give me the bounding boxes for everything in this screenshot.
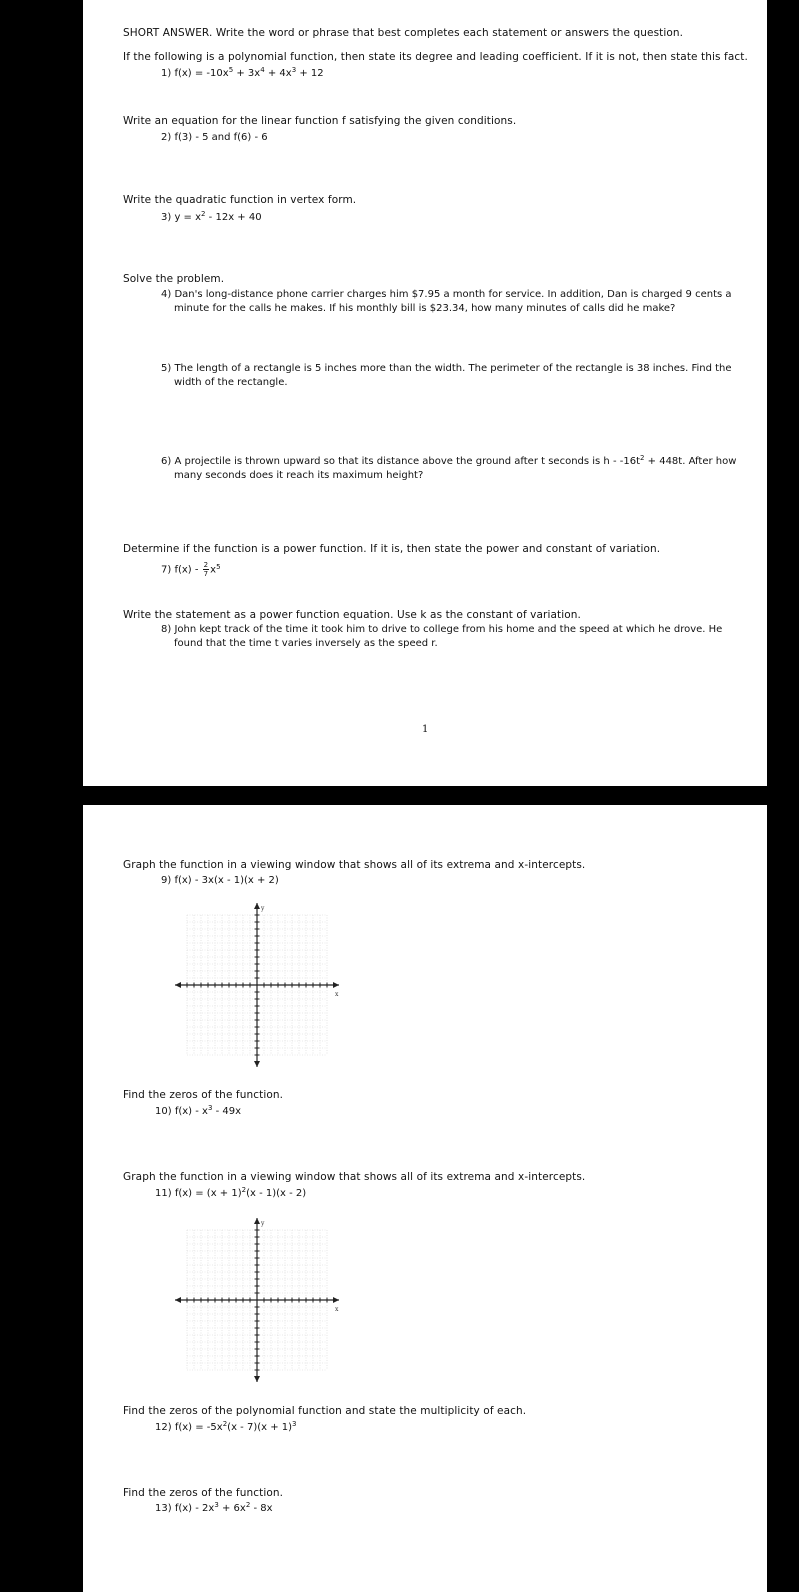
x-axis-arrow-left (175, 1297, 181, 1303)
question-6-cont: many seconds does it reach its maximum height? (174, 470, 424, 481)
question-2: 2) f(3) - 5 and f(6) - 6 (161, 132, 268, 143)
question-1: 1) $f(x) = -10x^5 + 3x^4 + 4x^3 + 12$ (161, 66, 324, 79)
question-4: 4) Dan's long-distance phone carrier charges him $7.95 a month for service. In addition, Dan is charged 9 cents a (161, 289, 732, 300)
instruction-graph-2: Graph the function in a viewing window that shows all of its extrema and x-intercepts. (123, 1171, 586, 1183)
question-10: 10) $f(x) - x^3 - 49x$ (155, 1104, 242, 1117)
y-axis-label: y (261, 905, 265, 912)
instruction-linear: Write an equation for the linear function f satisfying the given conditions. (123, 115, 517, 127)
x-axis-arrow-left (175, 982, 181, 988)
question-13: 13) $f(x) - 2x^3 + 6x^2 - 8x$ (155, 1501, 273, 1514)
question-7: 7) f(x) - $\frac{2}{7}$ $x^5$ (161, 561, 221, 578)
instruction-graph-1: Graph the function in a viewing window that shows all of its extrema and x-intercepts. (123, 859, 586, 871)
y-axis-arrow-down (254, 1061, 260, 1067)
question-9: 9) f(x) - 3x(x - 1)(x + 2) (161, 875, 279, 886)
question-11: 11) $f(x) = (x + 1)^2(x - 1)(x - 2)$ (155, 1186, 307, 1199)
x-axis-arrow-right (333, 982, 339, 988)
question-3: 3) $y = x^2 - 12x + 40$ (161, 210, 262, 223)
worksheet-page-2 (83, 805, 767, 1592)
instruction-zeros-1: Find the zeros of the function. (123, 1089, 284, 1101)
instruction-vertex-form: Write the quadratic function in vertex form. (123, 194, 357, 206)
x-axis-label: x (335, 991, 339, 998)
y-axis-label: y (261, 1220, 265, 1227)
y-axis-arrow-up (254, 903, 260, 909)
question-8-cont: found that the time t varies inversely as the speed r. (174, 638, 438, 649)
x-axis-arrow-right (333, 1297, 339, 1303)
coordinate-grid-1 (171, 900, 343, 1070)
question-12: 12) $f(x) = -5x^2(x - 7)(x + 1)^3$ (155, 1420, 297, 1433)
instruction-polynomial: If the following is a polynomial function, then state its degree and leading coefficient. If it is not, then state this fact. (123, 51, 748, 63)
instruction-power-equation: Write the statement as a power function equation. Use k as the constant of variation. (123, 609, 581, 621)
question-5-cont: width of the rectangle. (174, 377, 288, 388)
instruction-multiplicity: Find the zeros of the polynomial function and state the multiplicity of each. (123, 1405, 527, 1417)
page-number: 1 (422, 724, 429, 735)
question-6: 6) A projectile is thrown upward so that its distance above the ground after t seconds is $h - -16t^2 + 448t$. After how (161, 454, 737, 467)
instruction-power-function: Determine if the function is a power function. If it is, then state the power and constant of variation. (123, 543, 661, 555)
section-header: SHORT ANSWER. Write the word or phrase that best completes each statement or answers the question. (123, 27, 684, 39)
x-axis-label: x (335, 1306, 339, 1313)
question-8: 8) John kept track of the time it took him to drive to college from his home and the speed at which he drove. He (161, 624, 723, 635)
worksheet-page-1 (83, 0, 767, 786)
y-axis-arrow-up (254, 1218, 260, 1224)
coordinate-grid-2 (171, 1215, 343, 1385)
instruction-zeros-2: Find the zeros of the function. (123, 1487, 284, 1499)
question-4-cont: minute for the calls he makes. If his monthly bill is $23.34, how many minutes of calls did he make? (174, 303, 676, 314)
instruction-solve: Solve the problem. (123, 273, 225, 285)
y-axis-arrow-down (254, 1376, 260, 1382)
question-5: 5) The length of a rectangle is 5 inches more than the width. The perimeter of the rectangle is 38 inches. Find the (161, 363, 732, 374)
